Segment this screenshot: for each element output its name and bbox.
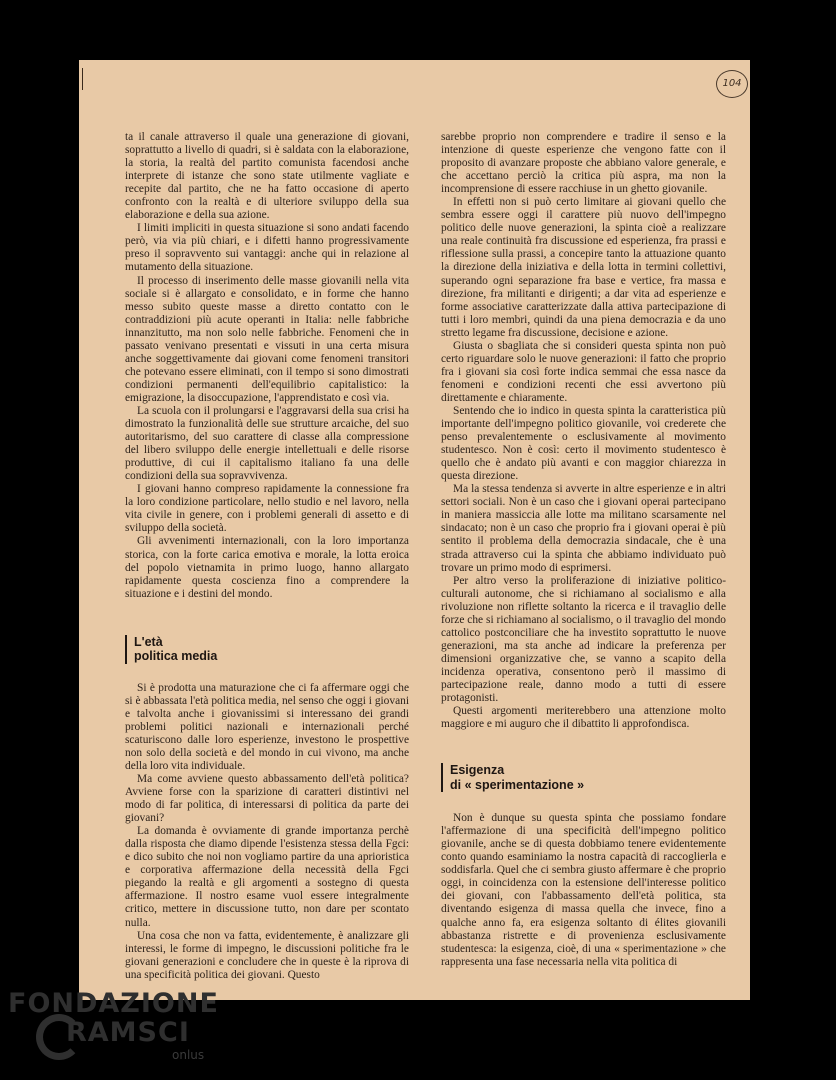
paragraph: Gli avvenimenti internazionali, con la loro importanza storica, con la forte carica emotiva e morale, la lotta eroica del popolo vietnamita in primo luogo, hanno allargato rapidamente questa coscienza fino a comprendere la situazione e i destini del mondo. [125,535,409,600]
paragraph: ta il canale attraverso il quale una generazione di giovani, soprattutto a livello di quadri, si è saldata con la elaborazione, la storia, la realtà del partito comunista facendosi anche interprete di istanze che sono state utilmente vagliate e recepite dal partito, che ne ha fatto occasione di aperto confronto con la realtà e di ulteriore sviluppo della sua elaborazione e della sua azione. [125,131,409,222]
paragraph: I limiti impliciti in questa situazione si sono andati facendo però, via via più chiari, e i difetti hanno progressivamente preso il sopravvento sui vantaggi: anche qui in relazione al mutamento della situazione. [125,222,409,274]
paragraph: Per altro verso la proliferazione di iniziative politico-culturali autonome, che si richiamano al socialismo e alla rivoluzione non riflette soltanto la ricerca e il travaglio delle forze che si richiamano al socialismo, o il travaglio del mondo cattolico postconciliare che ha investito soprattutto le nuove generazioni, ma sta anche ad indicare la preferenza per dimensioni organizzative che, se vanno a scapito della incidenza operativa, consentono però il massimo di partecipazione reale, danno modo a tutti di essere protagonisti. [441,574,726,705]
margin-mark [82,68,83,90]
section-heading-sperimentazione: Esigenza di « sperimentazione » [441,763,726,792]
paragraph: Giusta o sbagliata che si consideri questa spinta non può certo riguardare solo le nuove generazioni: il fatto che proprio fra i giovani sia così forte indica semmai che essa nasce da fenomeni e condizioni recenti che essi avvertono più direttamente e chiaramente. [441,339,726,404]
paragraph: La scuola con il prolungarsi e l'aggravarsi della sua crisi ha dimostrato la funzionalità delle sue strutture arcaiche, del suo autoritarismo, del suo carattere di classe alla compressione del libero sviluppo delle energie intellettuali e delle risorse produttive, di cui il capitalismo italiano fa una delle condizioni della sua sopravvivenza. [125,404,409,483]
paragraph: I giovani hanno compreso rapidamente la connessione fra la loro condizione particolare, nello studio e nel lavoro, nella vita civile in genere, con i problemi generali di assetto e di sviluppo della società. [125,483,409,535]
paragraph: Una cosa che non va fatta, evidentemente, è analizzare gli interessi, le forme di impegno, le discussioni politiche fra le giovani generazioni e concludere che in queste è la riprova di una specificità politica dei giovani. Questo [125,929,409,981]
paragraph: Si è prodotta una maturazione che ci fa affermare oggi che si è abbassata l'età politica media, nel senso che oggi i giovani e talvolta anche i giovanissimi si interessano dei grandi problemi politici nazionali e internazionali perché scaturiscono dalle loro esperienze, investono le prospettive non solo della società e del mondo in cui vivono, ma anche della loro vita individuale. [125,681,409,772]
watermark-line2: RAMSCI [66,1017,190,1048]
paragraph: Questi argomenti meriterebbero una attenzione molto maggiore e mi auguro che il dibattito li approfondisca. [441,705,726,731]
paragraph: Ma la stessa tendenza si avverte in altre esperienze e in altri settori sociali. Non è un caso che i giovani operai partecipano in maniera massiccia alle lotte ma militano scarsamente nel sindacato; non è un caso che proprio fra i giovani operai è più sentito il problema della democrazia sindacale, che è una strada attraverso cui la spinta che abbiamo individuato può trovare un primo modo di esprimersi. [441,483,726,574]
paragraph: sarebbe proprio non comprendere e tradire il senso e la intenzione di queste esperienze che vengono fatte con il proposito di avanzare proposte che abbiano valore generale, e che accettano perciò la critica più aspra, ma non la incomprensione di essere racchiuse in un ghetto giovanile. [441,131,726,196]
left-column [125,131,409,982]
paragraph: La domanda è ovviamente di grande importanza perchè dalla risposta che diamo dipende l'esistenza stessa della Fgci: e dico subito che noi non vogliamo partire da una aprioristica e corporativa affermazione della necessità della Fgci piegando la realtà e gli argomenti a sostegno di questa affermazione. Il nostro esame vuol essere integralmente critico, mettere in discussione tutto, non dare per scontato nulla. [125,825,409,929]
archive-number: 104 [716,70,748,98]
watermark-line3: onlus [172,1048,205,1062]
paragraph: Ma come avviene questo abbassamento dell'età politica? Avviene forse con la sparizione di caratteri distintivi nel modo di far politica, di interessarsi di politica da parte dei giovani? [125,773,409,825]
paragraph: In effetti non si può certo limitare ai giovani quello che sembra essere oggi il carattere più nuovo dell'impegno politico delle nuove generazioni, la spinta cioè a realizzare una reale continuità fra discussione ed esperienza, fra prassi e riflessione sulla prassi, a concepire tanto la attuazione quanto la direzione della iniziativa e della lotta in termini collettivi, superando ogni separazione fra base e vertice, fra massa e direzione, fra militanti e dirigenti; a dar vita ad esperienze e forme associative caratterizzate dalla attiva partecipazione di tutti i loro membri, quindi da una piena democrazia e da uno stretto legame fra discussione, decisione e azione. [441,196,726,339]
right-column [441,131,726,969]
document-page [79,60,750,1000]
section-heading-eta-politica: L'età politica media [125,635,409,664]
paragraph: Sentendo che io indico in questa spinta la caratteristica più importante dell'impegno politico giovanile, voi crederete che penso prevalentemente o esclusivamente al movimento studentesco. Non è così: certo il movimento studentesco è quello che è andato più avanti e con maggior chiarezza in questa direzione. [441,404,726,483]
paragraph: Il processo di inserimento delle masse giovanili nella vita sociale si è allargato e consolidato, e in forme che hanno messo subito queste masse a diretto contatto con le contraddizioni più acute operanti in Italia: nelle fabbriche innanzitutto, ma non solo nelle fabbriche. Fenomeni che in passato venivano presentati e vissuti in una certa misura anche soggettivamente dai giovani come fenomeni transitori che potevano essere eliminati, con il tempo si sono dimostrati condizioni permanenti dell'equilibrio capitalistico: la emigrazione, la disoccupazione, l'apprendistato e così via. [125,274,409,404]
paragraph: Non è dunque su questa spinta che possiamo fondare l'affermazione di una specificità dell'impegno politico giovanile, anche se di questa dobbiamo tenere evidentemente conto quando esaminiamo la nostra capacità di raccoglierla e soddisfarla. Quel che ci sembra giusto affermare è che proprio oggi, in coincidenza con la estensione dell'interesse politico dei giovani, con l'abbassamento dell'età politica, sta diventando esigenza di massa quella che invece, fino a qualche anno fa, era esigenza soltanto di élites giovanili abbastanza ristrette e di provenienza esclusivamente studentesca: la esigenza, cioè, di una « sperimentazione » che rappresenta una fase necessaria nella vita politica di [441,812,726,968]
watermark-line1: FONDAZIONE [8,988,219,1019]
